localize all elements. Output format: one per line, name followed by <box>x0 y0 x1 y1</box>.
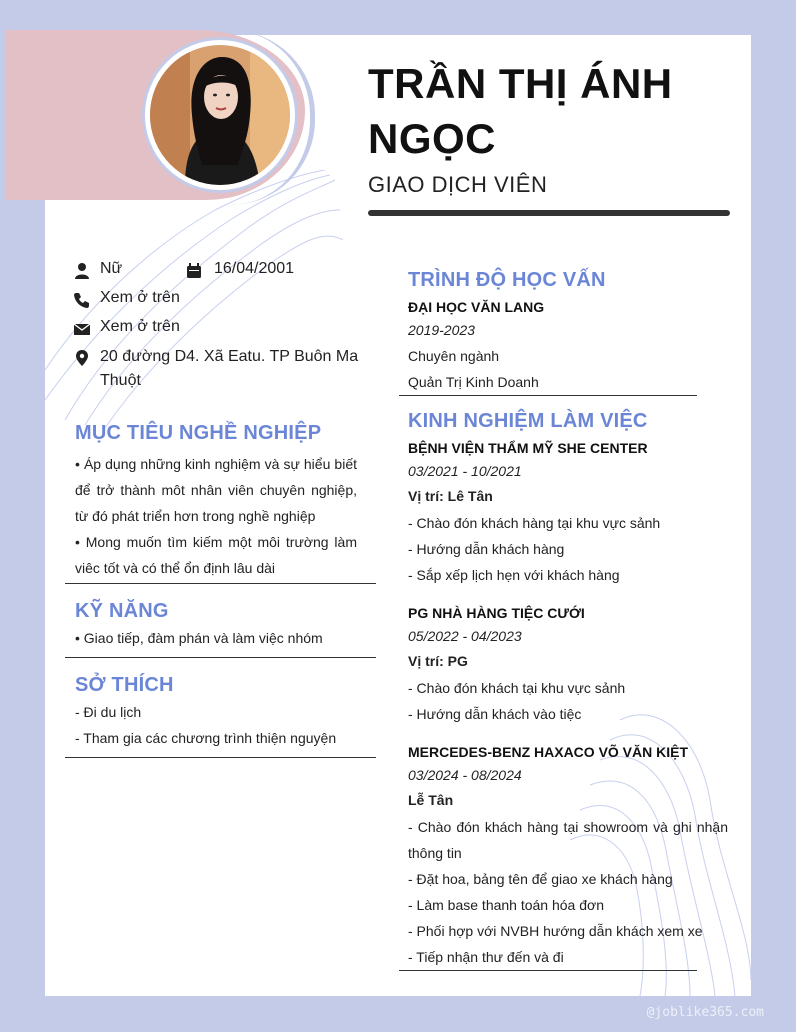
education-title: TRÌNH ĐỘ HỌC VẤN <box>408 269 606 291</box>
hobbies-title: SỞ THÍCH <box>75 674 174 696</box>
job-organization: BỆNH VIỆN THẨM MỸ SHE CENTER <box>408 440 648 456</box>
skills-title: KỸ NĂNG <box>75 600 169 622</box>
hobby-item: - Đi du lịch <box>75 704 142 720</box>
job-duty: - Chào đón khách hàng tại khu vực sảnh <box>408 515 661 531</box>
job-duty: - Đặt hoa, bảng tên để giao xe khách hàng <box>408 871 673 887</box>
address-value: 20 đường D4. Xã Eatu. TP Buôn Ma Thuột <box>100 348 359 389</box>
phone-icon <box>73 291 91 309</box>
job-title: GIAO DỊCH VIÊN <box>368 172 548 197</box>
job-period: 03/2021 - 10/2021 <box>408 463 522 479</box>
job-organization: MERCEDES-BENZ HAXACO VÕ VĂN KIỆT <box>408 744 689 760</box>
phone-value: Xem ở trên <box>100 289 180 306</box>
calendar-icon <box>185 262 203 280</box>
objective-paragraph-2: • Mong muốn tìm kiếm một môi trường làm viêc tốt và có thể ổn định lâu dài <box>75 534 357 576</box>
objective-section <box>75 422 357 581</box>
candidate-name <box>368 56 738 166</box>
envelope-icon <box>73 320 91 338</box>
experience-divider <box>399 970 697 971</box>
title-divider <box>368 210 730 216</box>
email-value: Xem ở trên <box>100 318 180 335</box>
major-label: Chuyên ngành <box>408 348 500 364</box>
contact-row-address <box>73 347 373 393</box>
job-role: Vị trí: Lê Tân <box>408 488 493 504</box>
contact-row-phone <box>73 289 373 318</box>
school-name: ĐẠI HỌC VĂN LANG <box>408 299 545 315</box>
hobby-item: - Tham gia các chương trình thiện nguyện <box>75 730 337 746</box>
job-role: Lễ Tân <box>408 792 454 808</box>
job-period: 03/2024 - 08/2024 <box>408 767 522 783</box>
job-duty: - Tiếp nhận thư đến và đi <box>408 949 564 965</box>
job-duty: - Làm base thanh toán hóa đơn <box>408 897 604 913</box>
watermark: @joblike365.com <box>646 1005 764 1020</box>
map-pin-icon <box>73 349 91 367</box>
experience-title: KINH NGHIỆM LÀM VIỆC <box>408 410 648 432</box>
major-value: Quản Trị Kinh Doanh <box>408 374 539 390</box>
objective-divider <box>65 583 376 584</box>
name-line-1: TRẦN THỊ ÁNH <box>368 60 673 107</box>
objective-title: MỤC TIÊU NGHỀ NGHIỆP <box>75 422 322 444</box>
contact-row-gender-birth <box>73 260 373 289</box>
job-period: 05/2022 - 04/2023 <box>408 628 522 644</box>
job-duty: - Hướng dẫn khách hàng <box>408 541 565 557</box>
name-line-2: NGỌC <box>368 115 496 162</box>
job-entry <box>408 740 728 970</box>
hobbies-section <box>75 674 357 751</box>
job-duty: - Chào đón khách hàng tại showroom và ghi nhận thông tin <box>408 819 728 861</box>
job-duty: - Chào đón khách tại khu vực sảnh <box>408 680 626 696</box>
job-duty: - Sắp xếp lịch hẹn với khách hàng <box>408 567 620 583</box>
hobbies-divider <box>65 757 376 758</box>
job-entry <box>408 436 728 588</box>
portrait-image <box>150 45 290 185</box>
objective-paragraph-1: • Áp dụng những kinh nghiệm và sự hiểu biết để trở thành môt nhân viên chuyên nghiệp, từ đó phát triển hơn trong nghề nghiệp <box>75 456 357 524</box>
education-section <box>408 269 728 395</box>
job-entry <box>408 601 728 727</box>
skills-divider <box>65 657 376 658</box>
contact-info <box>73 260 373 393</box>
user-icon <box>73 262 91 280</box>
skill-item: • Giao tiếp, đàm phán và làm việc nhóm <box>75 630 323 646</box>
job-duty: - Hướng dẫn khách vào tiệc <box>408 706 582 722</box>
job-duty: - Phối hợp với NVBH hướng dẫn khách xem xe <box>408 923 703 939</box>
birthdate-value: 16/04/2001 <box>214 260 295 277</box>
education-divider <box>399 395 697 396</box>
avatar <box>145 40 295 190</box>
contact-row-email <box>73 318 373 347</box>
experience-section <box>408 410 728 970</box>
skills-section <box>75 600 357 651</box>
job-role: Vị trí: PG <box>408 653 468 669</box>
gender-value: Nữ <box>100 260 123 277</box>
job-organization: PG NHÀ HÀNG TIỆC CƯỚI <box>408 605 585 621</box>
education-period: 2019-2023 <box>408 322 475 338</box>
